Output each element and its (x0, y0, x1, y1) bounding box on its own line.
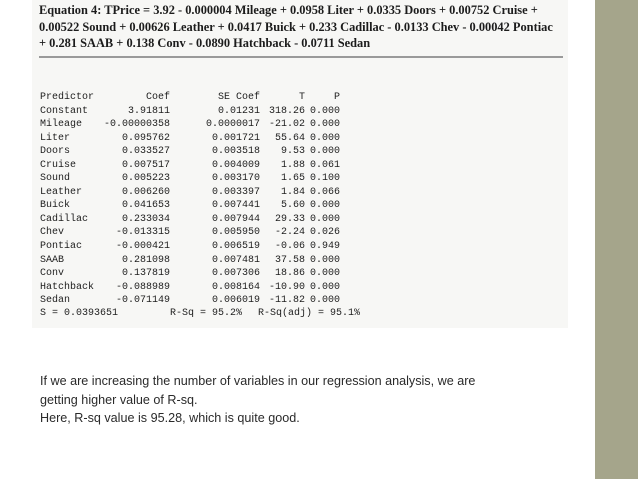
table-row-se-coef: 0.004009 (211, 159, 260, 171)
table-row-t: 5.60 (280, 200, 305, 212)
table-row-predictor: Constant (40, 105, 89, 117)
regression-table (40, 91, 340, 308)
table-row-t: 1.84 (280, 186, 305, 198)
table-row-t: 1.88 (280, 159, 305, 171)
table-row-predictor: Cruise (40, 159, 77, 171)
table-row-coef: 0.233034 (121, 213, 170, 225)
summary-rsq: R-Sq = 95.2% (170, 308, 243, 319)
table-row (40, 281, 340, 295)
table-row-p: 0.000 (309, 132, 340, 144)
table-row-p: 0.000 (309, 105, 340, 117)
table-row-p: 0.000 (309, 268, 340, 280)
table-row-t: -11.82 (268, 295, 305, 307)
table-row-coef: -0.071149 (115, 295, 170, 307)
table-row-t: 55.64 (274, 132, 305, 144)
table-row (40, 199, 340, 213)
table-row (40, 294, 340, 308)
table-row-se-coef: 0.003397 (211, 186, 260, 198)
table-row-t: 18.86 (274, 268, 305, 280)
table-row-t: 1.65 (280, 173, 305, 185)
table-row-predictor: Leather (40, 186, 83, 198)
table-row-p: 0.000 (309, 213, 340, 225)
table-row-p: 0.000 (309, 295, 340, 307)
table-row (40, 254, 340, 268)
table-row-predictor: Mileage (40, 119, 83, 131)
table-row-t: 9.53 (280, 146, 305, 158)
table-row-predictor: Liter (40, 132, 71, 144)
table-row-predictor: Sound (40, 173, 71, 185)
table-row-coef: 0.281098 (121, 254, 170, 266)
equation-line: + 0.281 SAAB + 0.138 Conv - 0.0890 Hatchback - 0.0711 Sedan (39, 36, 371, 50)
table-row-p: 0.949 (309, 241, 340, 253)
table-row (40, 267, 340, 281)
table-row-p: 0.100 (309, 173, 340, 185)
summary-rsq-adj: R-Sq(adj) = 95.1% (258, 308, 361, 319)
table-row-se-coef: 0.007441 (211, 200, 260, 212)
caption-text (40, 372, 580, 428)
table-row-coef: 0.005223 (121, 173, 170, 185)
table-row-coef: 0.095762 (121, 132, 170, 144)
caption-line: Here, R-sq value is 95.28, which is quite good. (40, 411, 300, 425)
table-row-se-coef: 0.01231 (217, 105, 260, 117)
table-row-se-coef: 0.007306 (211, 268, 260, 280)
table-row-coef: 0.033527 (121, 146, 170, 158)
table-row (40, 213, 340, 227)
table-row-predictor: Pontiac (40, 241, 83, 253)
table-row-p: 0.000 (309, 281, 340, 293)
table-row-t: 29.33 (274, 213, 305, 225)
table-row-p: 0.000 (309, 146, 340, 158)
summary-s: S = 0.0393651 (40, 308, 119, 319)
table-row-p: 0.000 (309, 200, 340, 212)
table-row-se-coef: 0.007481 (211, 254, 260, 266)
table-row-p: 0.061 (309, 159, 340, 171)
table-row-se-coef: 0.003518 (211, 146, 260, 158)
equation-line: Equation 4: TPrice = 3.92 - 0.000004 Mileage + 0.0958 Liter + 0.0335 Doors + 0.00752 Cruise + (39, 3, 538, 17)
equation-divider (39, 56, 563, 58)
table-row-p: 0.000 (309, 119, 340, 131)
table-row-predictor: Hatchback (40, 281, 95, 293)
table-row (40, 159, 340, 173)
table-row-t: -0.06 (274, 241, 305, 253)
table-row (40, 172, 340, 186)
table-row (40, 132, 340, 146)
table-row-predictor: Buick (40, 200, 71, 212)
table-row-coef: 0.137819 (121, 268, 170, 280)
table-row-se-coef: 0.006519 (211, 241, 260, 253)
table-row (40, 145, 340, 159)
table-row-p: 0.026 (309, 227, 340, 239)
table-row-predictor: Cadillac (40, 213, 89, 225)
regression-output-figure (32, 0, 568, 328)
sidebar-accent-bar (595, 0, 638, 479)
table-row-predictor: Sedan (40, 295, 71, 307)
table-row-se-coef: 0.006019 (211, 295, 260, 307)
table-row-p: 0.000 (309, 254, 340, 266)
table-header-predictor: Predictor (40, 92, 95, 103)
table-row-coef: 0.041653 (121, 200, 170, 212)
table-row-t: -2.24 (274, 227, 305, 239)
table-row (40, 105, 340, 119)
table-row-predictor: Doors (40, 146, 71, 158)
table-row-coef: 0.007517 (121, 159, 170, 171)
table-row (40, 118, 340, 132)
table-row-coef: 3.91811 (127, 105, 170, 117)
table-row-coef: -0.088989 (115, 281, 170, 293)
regression-equation (39, 2, 565, 52)
table-row (40, 186, 340, 200)
table-header (40, 91, 340, 105)
table-row-se-coef: 0.005950 (211, 227, 260, 239)
table-row-t: -21.02 (268, 119, 305, 131)
table-row-predictor: SAAB (40, 254, 65, 266)
table-row-predictor: Chev (40, 227, 65, 239)
table-row-se-coef: 0.001721 (211, 132, 260, 144)
table-row-p: 0.066 (309, 186, 340, 198)
equation-line: 0.00522 Sound + 0.00626 Leather + 0.0417 Buick + 0.233 Cadillac - 0.0133 Chev - 0.00042 Pontiac (39, 19, 553, 34)
table-row-predictor: Conv (40, 268, 65, 280)
table-row-t: -10.90 (268, 281, 305, 293)
caption-line: If we are increasing the number of variables in our regression analysis, we are (40, 374, 476, 388)
table-row-t: 318.26 (268, 105, 305, 117)
table-row-coef: -0.013315 (115, 227, 170, 239)
table-row-coef: 0.006260 (121, 186, 170, 198)
table-row-se-coef: 0.003170 (211, 173, 260, 185)
table-header-se-coef: SE Coef (217, 92, 260, 103)
table-header-t: T (298, 92, 305, 103)
table-row-se-coef: 0.008164 (211, 281, 260, 293)
table-header-p: P (333, 92, 340, 103)
table-row-se-coef: 0.007944 (211, 213, 260, 225)
table-row-coef: -0.000421 (115, 241, 170, 253)
table-row (40, 240, 340, 254)
table-row-coef: -0.00000358 (103, 119, 170, 131)
table-header-coef: Coef (145, 92, 170, 103)
table-row-t: 37.58 (274, 254, 305, 266)
table-row-se-coef: 0.0000017 (205, 119, 260, 131)
table-row (40, 226, 340, 240)
caption-line: getting higher value of R-sq. (40, 392, 198, 407)
